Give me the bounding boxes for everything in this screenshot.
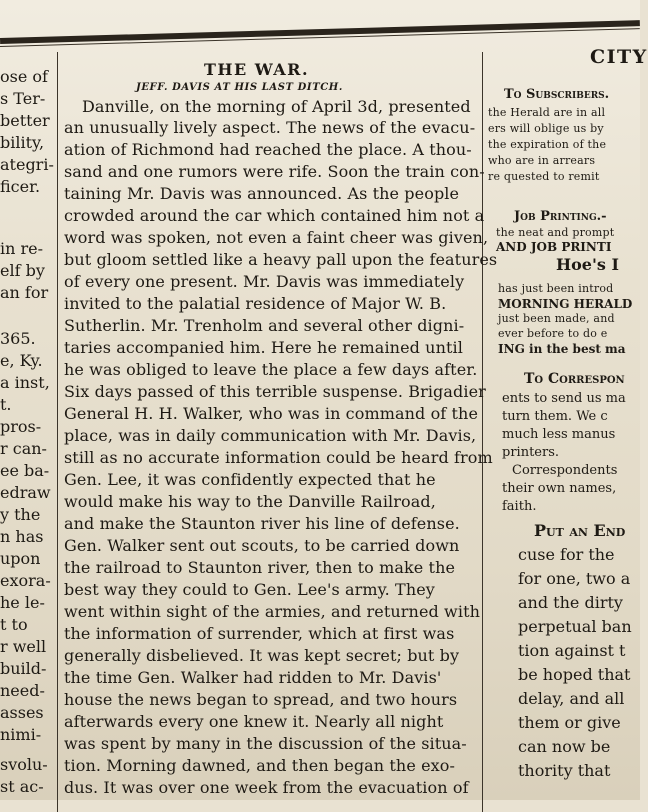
article-line: best way they could to Gen. Lee's army. They: [64, 580, 435, 599]
article-line: he was obliged to leave the place a few days after.: [64, 360, 478, 379]
right-line: the neat and prompt: [496, 226, 615, 239]
left-line: bility,: [0, 133, 45, 152]
article-line: Six days passed of this terrible suspense. Brigadier: [64, 382, 486, 401]
article-line: invited to the palatial residence of Major W. B.: [64, 294, 447, 313]
article-line: taining Mr. Davis was announced. As the people: [64, 184, 460, 203]
right-line: much less manus: [502, 427, 616, 442]
left-line: exora-: [0, 571, 51, 590]
left-line: svolu-: [0, 755, 48, 774]
right-line: Put an End: [534, 521, 626, 540]
right-line: delay, and all: [518, 689, 625, 708]
left-line: upon: [0, 549, 41, 568]
article-line: would make his way to the Danville Railroad,: [64, 492, 436, 511]
left-line: he le-: [0, 593, 45, 612]
right-line: just been made, and: [498, 312, 615, 325]
article-line: Danville, on the morning of April 3d, presented: [82, 97, 471, 116]
article-line: generally disbelieved. It was kept secret; but by: [64, 646, 460, 665]
city-heading: CITY: [590, 46, 648, 68]
article-line: still as no accurate information could be heard from: [64, 448, 493, 467]
right-column: [488, 0, 648, 800]
left-line: a inst,: [0, 373, 50, 392]
right-line: them or give: [518, 713, 621, 732]
left-line: y the: [0, 505, 41, 524]
right-line: the Herald are in all: [488, 106, 606, 119]
right-line: for one, two a: [518, 569, 631, 588]
left-line: t to: [0, 615, 28, 634]
right-line: who are in arrears: [488, 154, 596, 167]
article-line: was spent by many in the discussion of the situa-: [64, 734, 467, 753]
right-line: re quested to remit: [488, 170, 600, 183]
left-line: r well: [0, 637, 47, 656]
left-line: ee ba-: [0, 461, 50, 480]
left-line: asses: [0, 703, 44, 722]
article-line: taries accompanied him. Here he remained until: [64, 338, 463, 357]
right-line: To Subscribers.: [504, 87, 610, 102]
article-line: afterwards every one knew it. Nearly all night: [64, 712, 444, 731]
right-line: Job Printing.-: [514, 209, 607, 224]
column-rule-left: [57, 52, 58, 812]
article-line: Sutherlin. Mr. Trenholm and several other digni-: [64, 316, 465, 335]
left-line: s Ter-: [0, 89, 46, 108]
article-line: house the news began to spread, and two hours: [64, 690, 458, 709]
article-line: the railroad to Staunton river, then to make the: [64, 558, 456, 577]
right-line: be hoped that: [518, 665, 631, 684]
left-line: ficer.: [0, 177, 41, 196]
left-line: n has: [0, 527, 44, 546]
article-line: word was spoken, not even a faint cheer was given,: [64, 228, 489, 247]
left-line: pros-: [0, 417, 42, 436]
right-line: and the dirty: [518, 593, 623, 612]
right-line: thority that: [518, 761, 611, 780]
article-line: Gen. Walker sent out scouts, to be carried down: [64, 536, 460, 555]
article-line: place, was in daily communication with Mr. Davis,: [64, 426, 477, 445]
left-line: elf by: [0, 261, 45, 280]
left-line: e, Ky.: [0, 351, 43, 370]
left-line: an for: [0, 283, 49, 302]
article-line: crowded around the car which contained him not a: [64, 206, 485, 225]
right-line: ING in the best ma: [498, 342, 626, 356]
left-line: r can-: [0, 439, 47, 458]
article-line: tion. Morning dawned, and then began the exo-: [64, 756, 456, 775]
right-line: printers.: [502, 445, 560, 460]
right-line: ents to send us ma: [502, 391, 626, 406]
left-line: 365.: [0, 329, 36, 348]
right-line: their own names,: [502, 481, 617, 496]
article-line: and make the Staunton river his line of defense.: [64, 514, 460, 533]
article-line: of every one present. Mr. Davis was immediately: [64, 272, 465, 291]
left-column: [0, 0, 56, 800]
right-line: To Correspon: [524, 371, 625, 387]
left-line: ose of: [0, 67, 48, 86]
right-line: tion against t: [518, 641, 626, 660]
article-line: the information of surrender, which at first was: [64, 624, 455, 643]
left-line: st ac-: [0, 777, 44, 796]
article-line: Gen. Lee, it was confidently expected that he: [64, 470, 436, 489]
right-line: ers will oblige us by: [488, 122, 604, 135]
left-line: ategri-: [0, 155, 54, 174]
right-line: perpetual ban: [518, 617, 632, 636]
left-line: better: [0, 111, 50, 130]
article-line: sand and one rumors were rife. Soon the train con-: [64, 162, 485, 181]
article-line: General H. H. Walker, who was in command of the: [64, 404, 479, 423]
article-headline: THE WAR.: [204, 60, 310, 79]
article-line: went within sight of the armies, and returned with: [64, 602, 481, 621]
article-the-war: [62, 0, 498, 800]
article-line: ation of Richmond had reached the place. A thou-: [64, 140, 472, 159]
right-line: has just been introd: [498, 282, 614, 295]
article-subheadline: JEFF. DAVIS AT HIS LAST DITCH.: [136, 82, 343, 93]
right-line: Hoe's I: [556, 255, 619, 274]
right-line: can now be: [518, 737, 611, 756]
right-line: the expiration of the: [488, 138, 607, 151]
right-line: Correspondents: [512, 463, 618, 478]
right-line: faith.: [502, 499, 537, 514]
right-line: ever before to do e: [498, 327, 608, 340]
left-line: nimi-: [0, 725, 42, 744]
article-line: but gloom settled like a heavy pall upon the features: [64, 250, 498, 269]
right-line: AND JOB PRINTI: [496, 240, 612, 254]
article-line: dus. It was over one week from the evacuation of: [64, 778, 469, 797]
article-line: the time Gen. Walker had ridden to Mr. Davis': [64, 668, 442, 687]
left-line: in re-: [0, 239, 44, 258]
article-line: an unusually lively aspect. The news of the evacu-: [64, 118, 476, 137]
left-line: build-: [0, 659, 47, 678]
right-line: cuse for the: [518, 545, 615, 564]
right-line: MORNING HERALD: [498, 297, 633, 311]
right-line: turn them. We c: [502, 409, 608, 424]
left-line: t.: [0, 395, 12, 414]
left-line: edraw: [0, 483, 51, 502]
left-line: need-: [0, 681, 45, 700]
